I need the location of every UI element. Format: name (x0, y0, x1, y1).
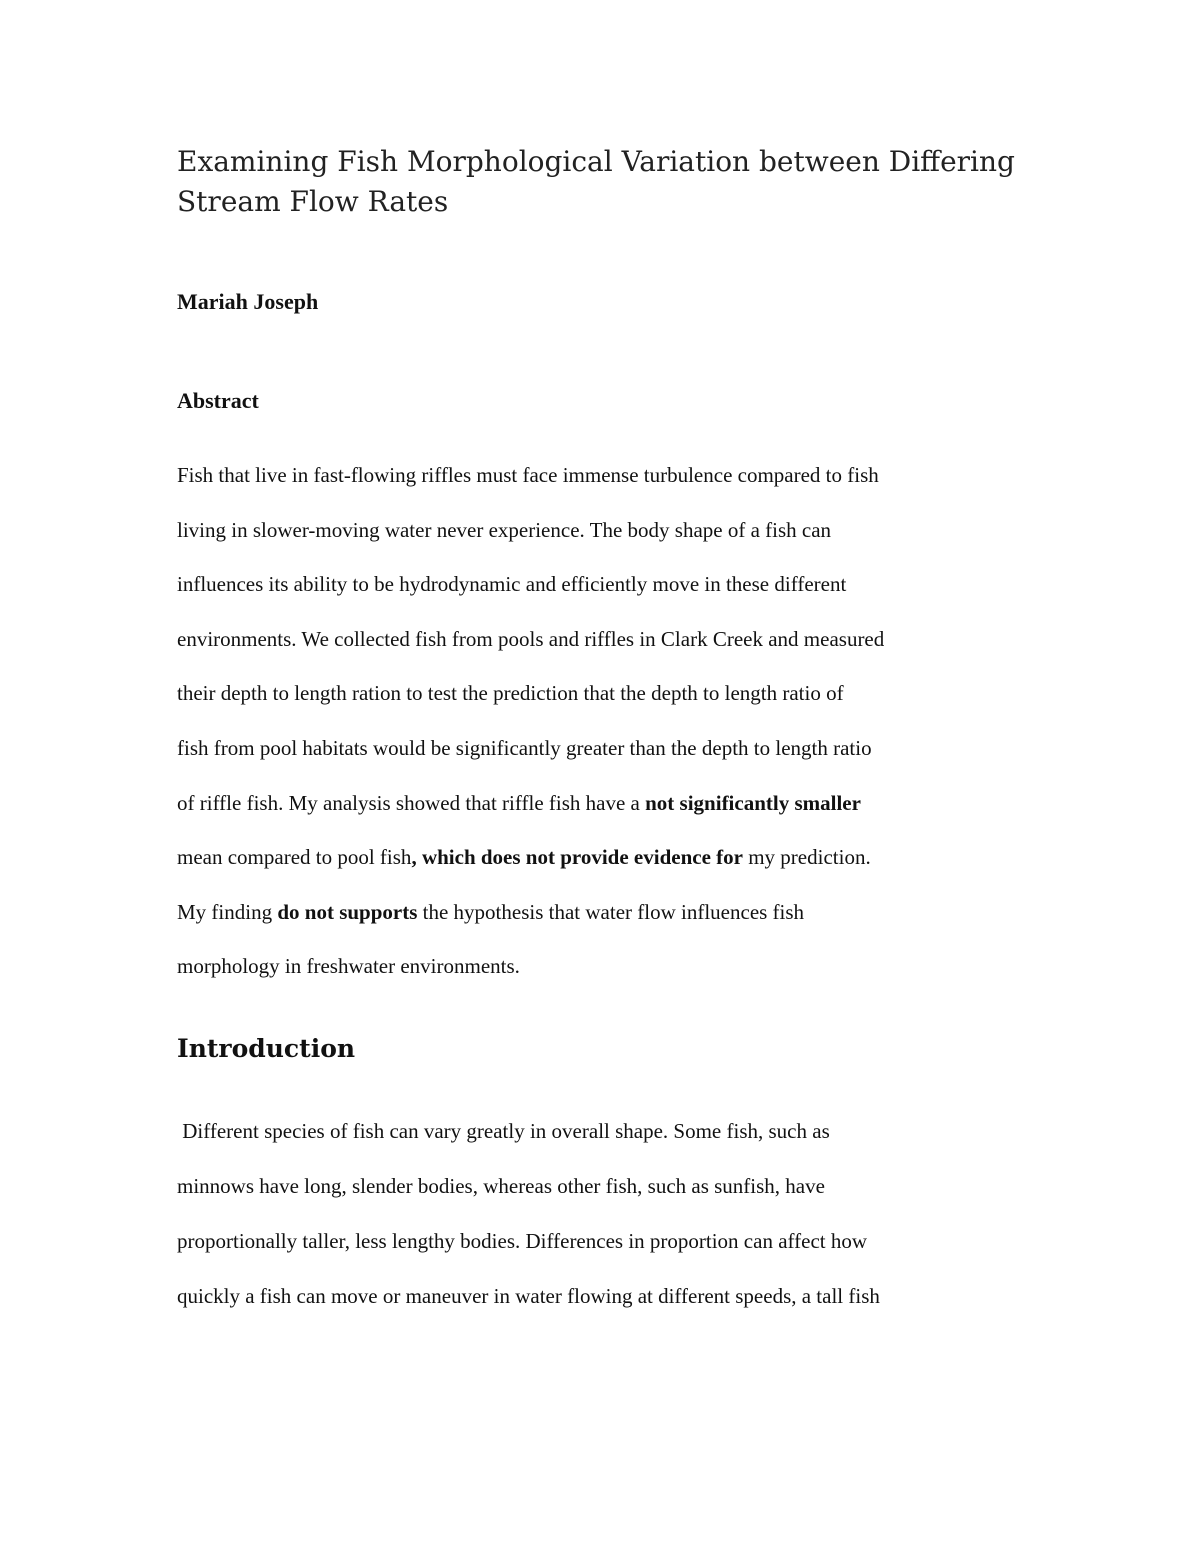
abstract-text: of riffle fish. My analysis showed that riffle fish have a (177, 790, 646, 815)
abstract-emphasis: , which does not provide evidence for (411, 845, 743, 870)
author-name: Mariah Joseph (177, 289, 319, 314)
title-line: Stream Flow Rates (177, 185, 449, 218)
abstract-body (177, 460, 1037, 1006)
abstract-line: morphology in freshwater environments. (177, 954, 520, 979)
abstract-heading: Abstract (177, 388, 259, 413)
abstract-line: fish from pool habitats would be significantly greater than the depth to length ratio (177, 735, 872, 760)
abstract-line (177, 788, 1037, 843)
introduction-heading: Introduction (177, 1034, 356, 1063)
introduction-line: minnows have long, slender bodies, whereas other fish, such as sunfish, have (177, 1174, 825, 1198)
introduction-body (177, 1116, 1037, 1336)
abstract-line: living in slower-moving water never experience. The body shape of a fish can (177, 517, 832, 542)
introduction-line: quickly a fish can move or maneuver in water flowing at different speeds, a tall fish (177, 1284, 880, 1308)
abstract-text: My finding (177, 899, 278, 924)
abstract-line (177, 897, 1037, 952)
introduction-line: Different species of fish can vary greatly in overall shape. Some fish, such as (177, 1119, 830, 1143)
abstract-text: mean compared to pool fish (177, 845, 412, 870)
introduction-line: proportionally taller, less lengthy bodies. Differences in proportion can affect how (177, 1229, 868, 1253)
abstract-line: influences its ability to be hydrodynamic and efficiently move in these different (177, 572, 847, 597)
document-title (177, 142, 1037, 222)
abstract-emphasis: not significantly smaller (645, 790, 861, 815)
abstract-emphasis: do not supports (277, 899, 418, 924)
abstract-text: my prediction. (742, 845, 871, 870)
abstract-text: the hypothesis that water flow influences fish (417, 899, 805, 924)
abstract-line (177, 842, 1037, 897)
abstract-line: environments. We collected fish from pools and riffles in Clark Creek and measured (177, 626, 885, 651)
abstract-line: Fish that live in fast-flowing riffles must face immense turbulence compared to fish (177, 463, 879, 487)
title-line: Examining Fish Morphological Variation between Differing (177, 145, 1015, 178)
abstract-line: their depth to length ration to test the prediction that the depth to length ratio of (177, 681, 844, 706)
